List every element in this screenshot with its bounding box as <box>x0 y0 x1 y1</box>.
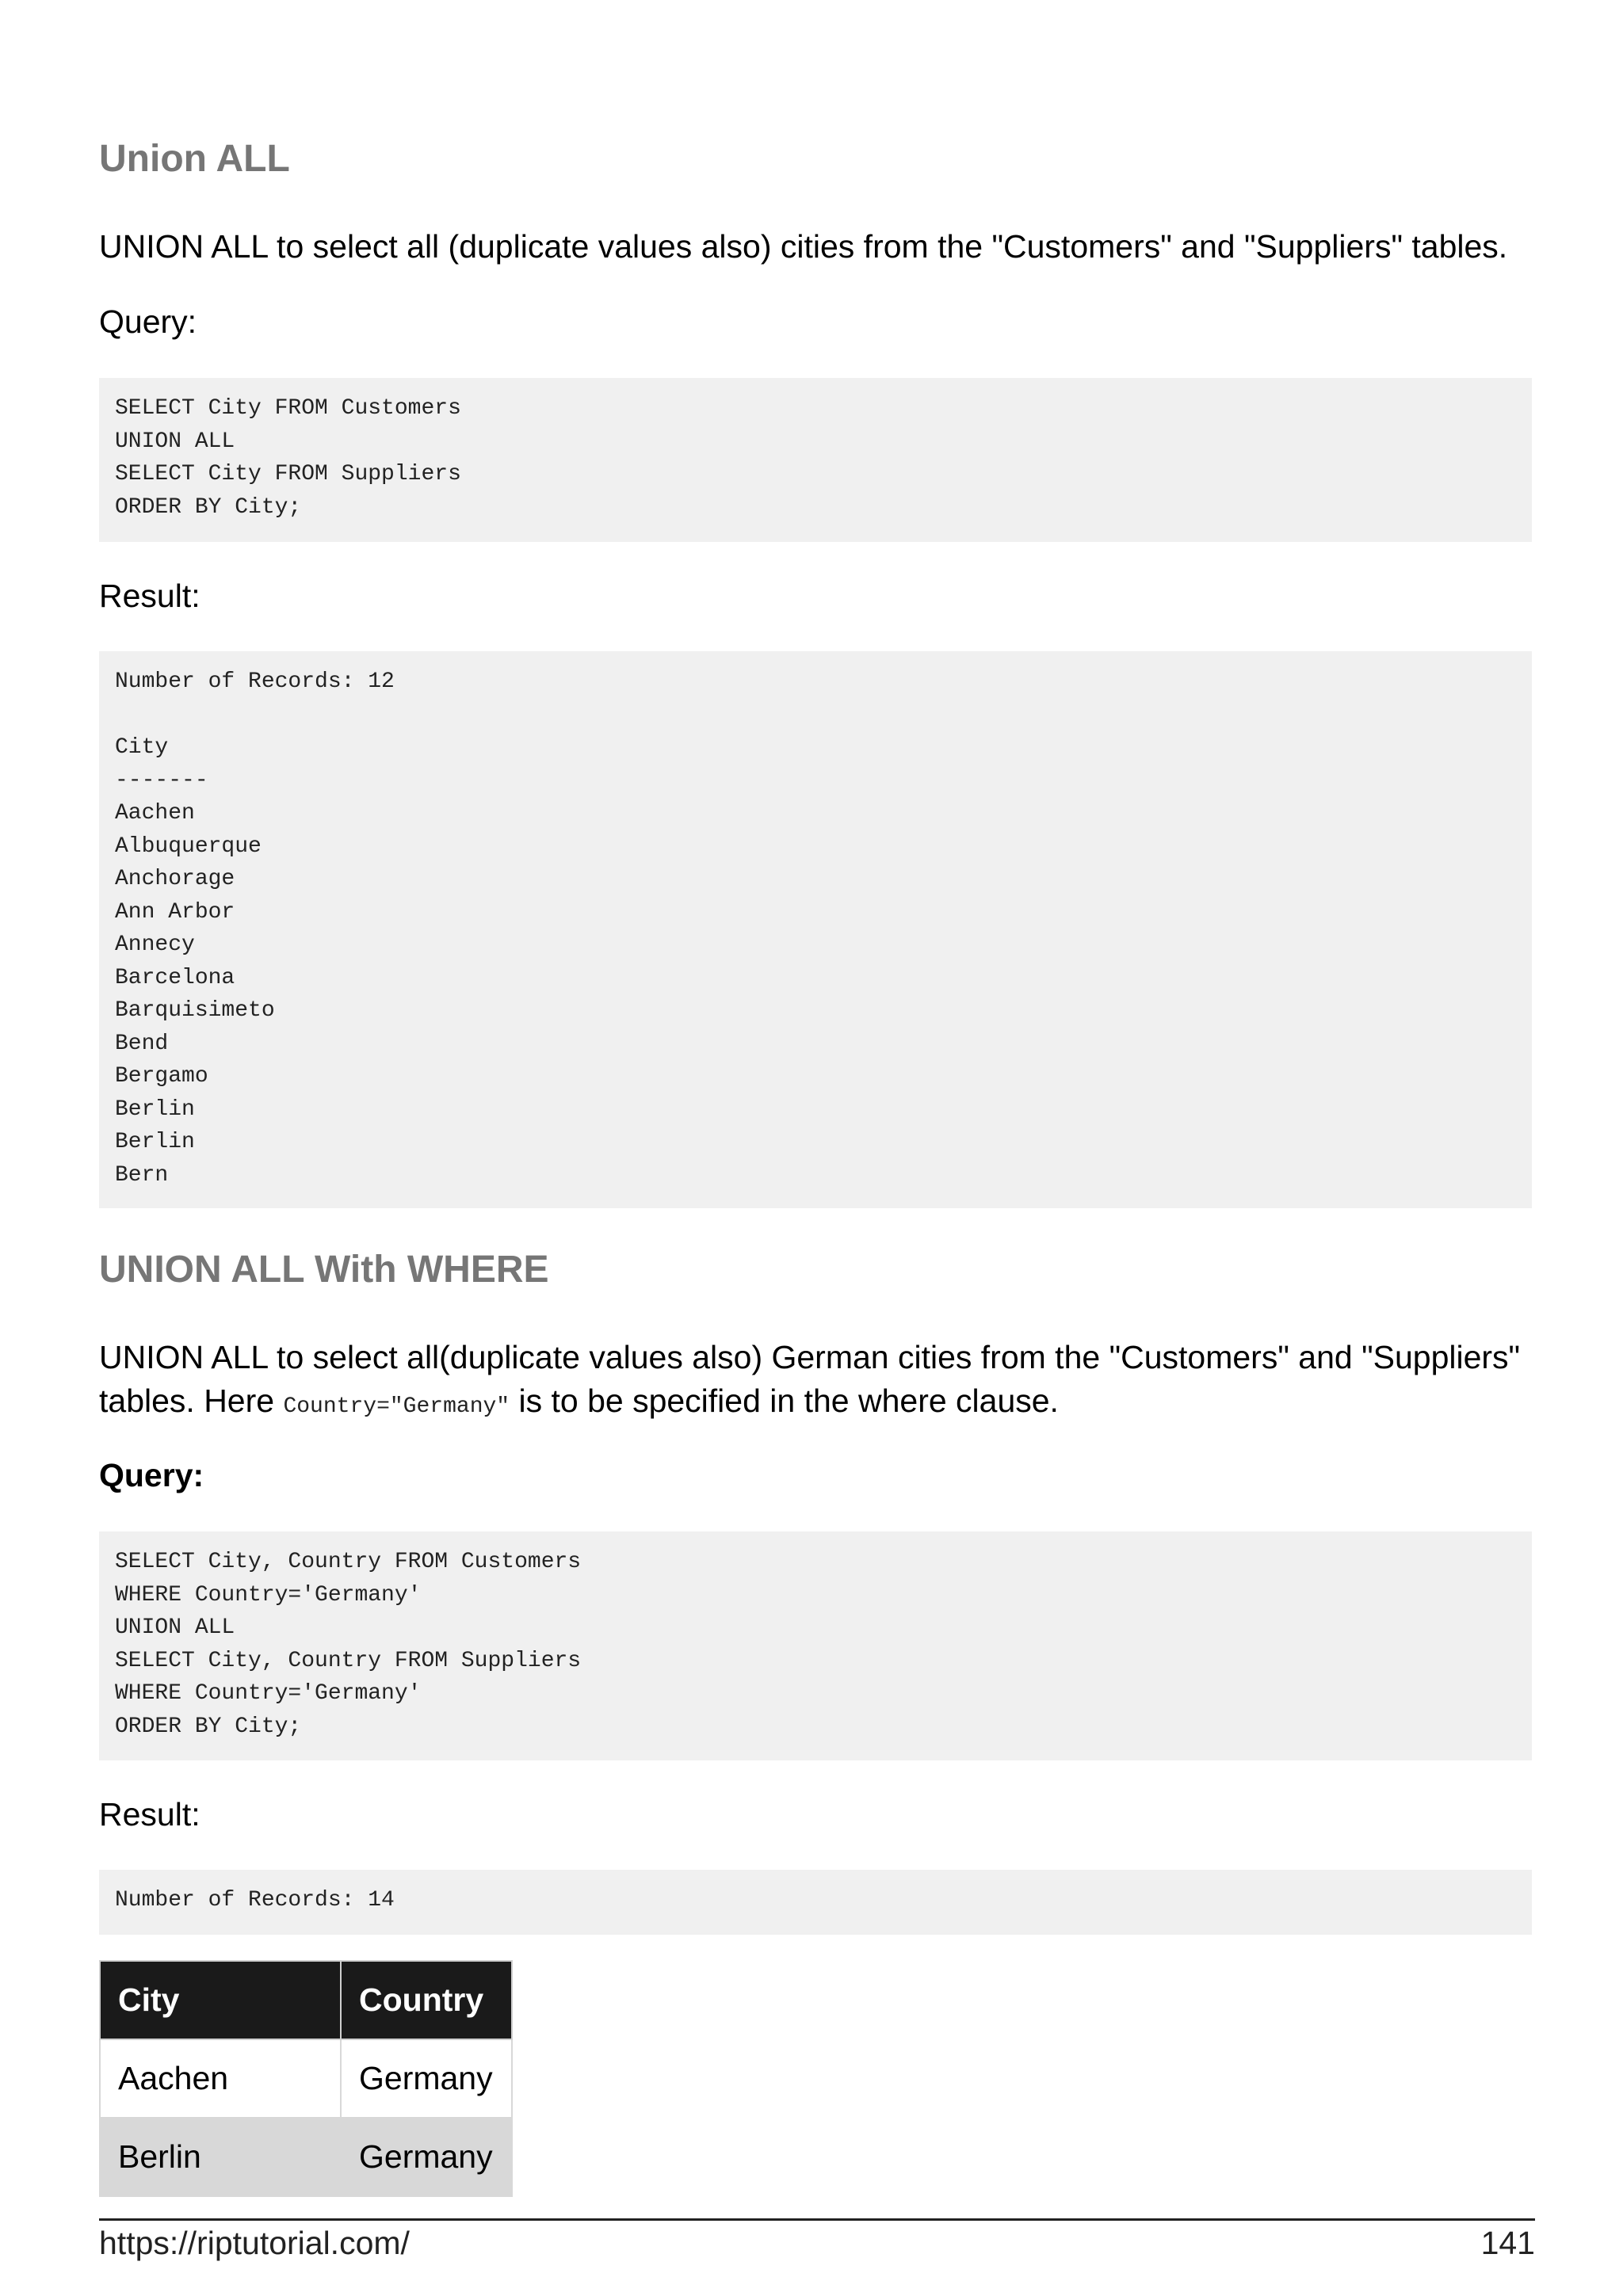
table-cell-country: Germany <box>341 2039 512 2118</box>
query-code-block: SELECT City, Country FROM Customers WHERE Country='Germany' UNION ALL SELECT City, Country FROM Suppliers WHERE Country='Germany' ORDER BY City; <box>99 1531 1532 1760</box>
table-cell-city: Aachen <box>100 2039 341 2118</box>
column-header-city: City <box>100 1961 341 2039</box>
query-label: Query: <box>99 303 197 340</box>
table-cell-country: Germany <box>341 2118 512 2196</box>
section-description: UNION ALL to select all (duplicate values also) cities from the "Customers" and "Suppliers" tables. <box>99 228 1508 265</box>
query-label: Query: <box>99 1457 204 1493</box>
result-code-block: Number of Records: 14 <box>99 1870 1532 1935</box>
footer-divider <box>99 2218 1535 2221</box>
table-cell-city: Berlin <box>100 2118 341 2196</box>
section-heading-union-all: Union ALL <box>99 138 290 180</box>
section-description <box>99 1336 1532 1428</box>
description-text: is to be specified in the where clause. <box>510 1383 1059 1419</box>
page-number: 141 <box>1480 2225 1535 2261</box>
result-label: Result: <box>99 578 200 614</box>
description-text: UNION ALL to select all(duplicate values also) German cities from the "Customers" and "Suppliers" tables. Here <box>99 1339 1521 1419</box>
table-header-row <box>100 1961 512 2039</box>
result-table <box>99 1960 513 2197</box>
column-header-country: Country <box>341 1961 512 2039</box>
section-heading-union-all-where: UNION ALL With WHERE <box>99 1249 549 1291</box>
table-row <box>100 2118 512 2196</box>
query-code-block: SELECT City FROM Customers UNION ALL SELECT City FROM Suppliers ORDER BY City; <box>99 378 1532 542</box>
inline-code: Country="Germany" <box>283 1394 510 1419</box>
result-code-block: Number of Records: 12 City ------- Aachen Albuquerque Anchorage Ann Arbor Annecy Barcelona Barquisimeto Bend Bergamo Berlin Berlin Bern <box>99 651 1532 1208</box>
footer-url[interactable]: https://riptutorial.com/ <box>99 2225 410 2261</box>
result-label: Result: <box>99 1796 200 1833</box>
table-row <box>100 2039 512 2118</box>
